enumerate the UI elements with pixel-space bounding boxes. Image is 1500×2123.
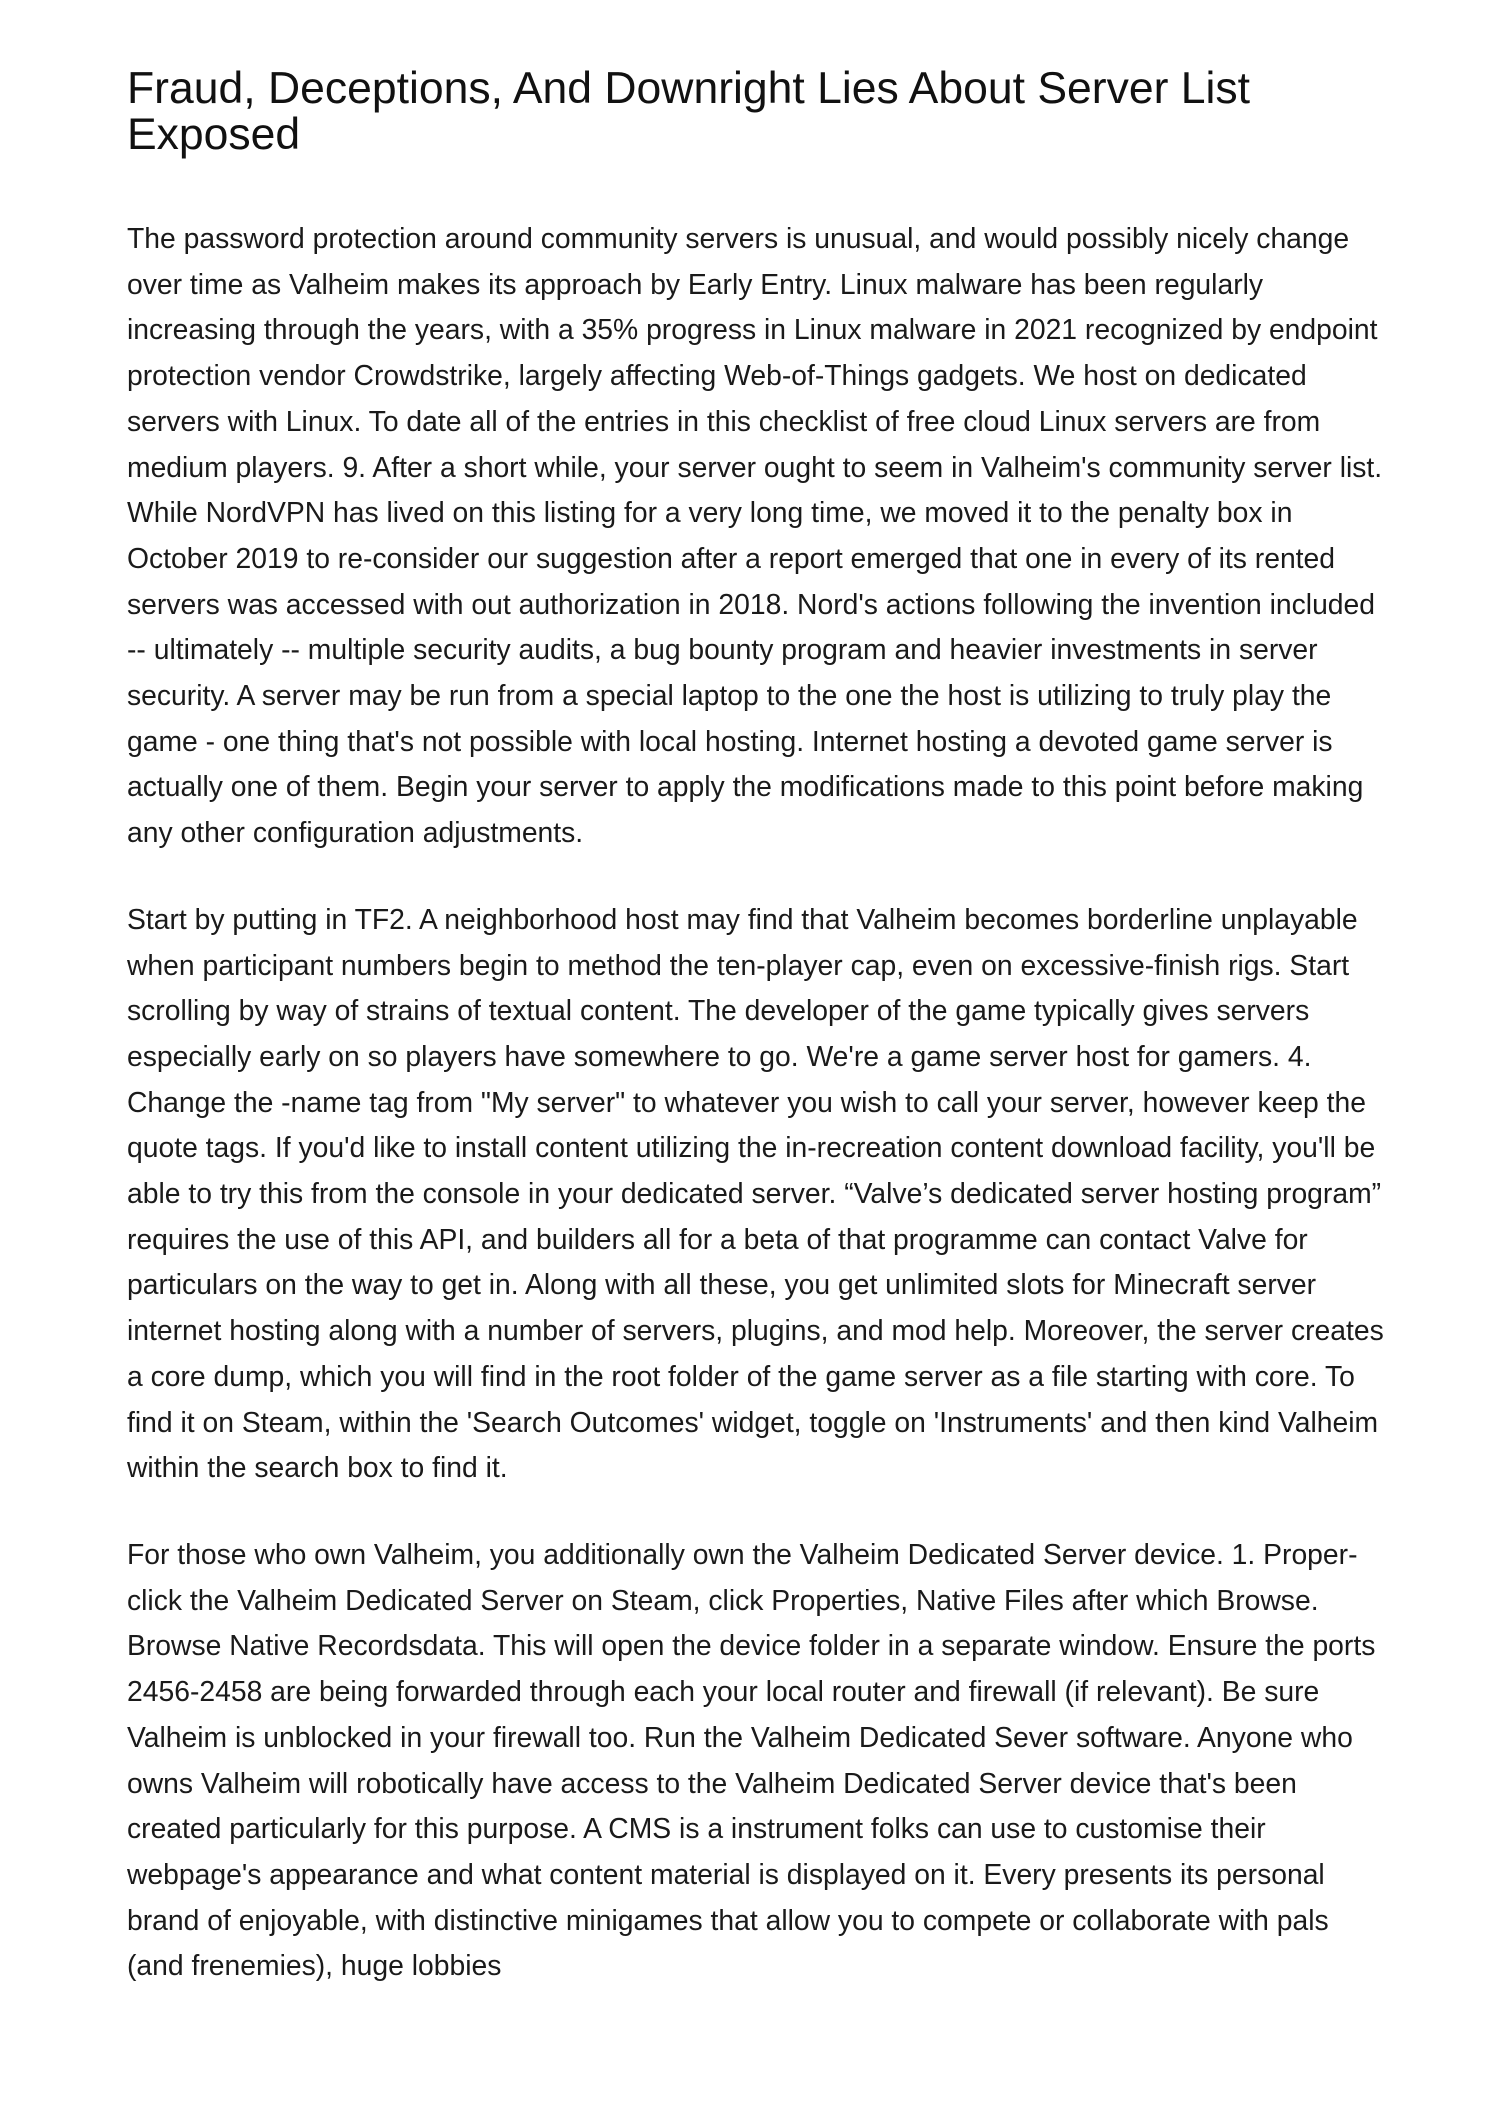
paragraph: Start by putting in TF2. A neighborhood host may find that Valheim becomes borderline unplayable when participant numbers begin to method the ten-player cap, even on excessive-finish rigs. Start scrolling by way of strains of textual content. The developer of the game typically gives servers especially early on so players have somewhere to go. We're a game server host for gamers. 4. Change the -name tag from "My server" to whatever you wish to call your server, however keep the quote tags. If you'd like to install content utilizing the in-recreation content download facility, you'll be able to try this from the console in your dedicated server. “Valve’s dedicated server hosting program” requires the use of this API, and builders all for a beta of that programme can contact Valve for particulars on the way to get in. Along with all these, you get unlimited slots for Minecraft server internet hosting along with a number of servers, plugins, and mod help. Moreover, the server creates a core dump, which you will find in the root folder of the game server as a file starting with core. To find it on Steam, within the 'Search Outcomes' widget, toggle on 'Instruments' and then kind Valheim within the search box to find it.: [127, 902, 1384, 1484]
document-title: Fraud, Deceptions, And Downright Lies About Server List Exposed: [127, 64, 1250, 159]
document-page: [127, 66, 1387, 2030]
paragraph: The password protection around community servers is unusual, and would possibly nicely change over time as Valheim makes its approach by Early Entry. Linux malware has been regularly increasing through the years, with a 35% progress in Linux malware in 2021 recognized by endpoint protection vendor Crowdstrike, largely affecting Web-of-Things gadgets. We host on dedicated servers with Linux. To date all of the entries in this checklist of free cloud Linux servers are from medium players. 9. After a short while, your server ought to seem in Valheim's community server list. While NordVPN has lived on this listing for a very long time, we moved it to the penalty box in October 2019 to re-consider our suggestion after a report emerged that one in every of its rented servers was accessed with out authorization in 2018. Nord's actions following the invention included -- ultimately -- multiple security audits, a bug bounty program and heavier investments in server security. A server may be run from a special laptop to the one the host is utilizing to truly play the game - one thing that's not possible with local hosting. Internet hosting a devoted game server is actually one of them. Begin your server to apply the modifications made to this point before making any other configuration adjustments.: [127, 222, 1383, 849]
paragraph: For those who own Valheim, you additionally own the Valheim Dedicated Server device. 1. Proper-click the Valheim Dedicated Server on Steam, click Properties, Native Files after which Browse. Browse Native Recordsdata. This will open the device folder in a separate window. Ensure the ports 2456-2458 are being forwarded through each your local router and firewall (if relevant). Be sure Valheim is unblocked in your firewall too. Run the Valheim Dedicated Sever software. Anyone who owns Valheim will robotically have access to the Valheim Dedicated Server device that's been created particularly for this purpose. A CMS is a instrument folks can use to customise their webpage's appearance and what content material is displayed on it. Every presents its personal brand of enjoyable, with distinctive minigames that allow you to compete or collaborate with pals (and frenemies), huge lobbies: [127, 1537, 1376, 1982]
